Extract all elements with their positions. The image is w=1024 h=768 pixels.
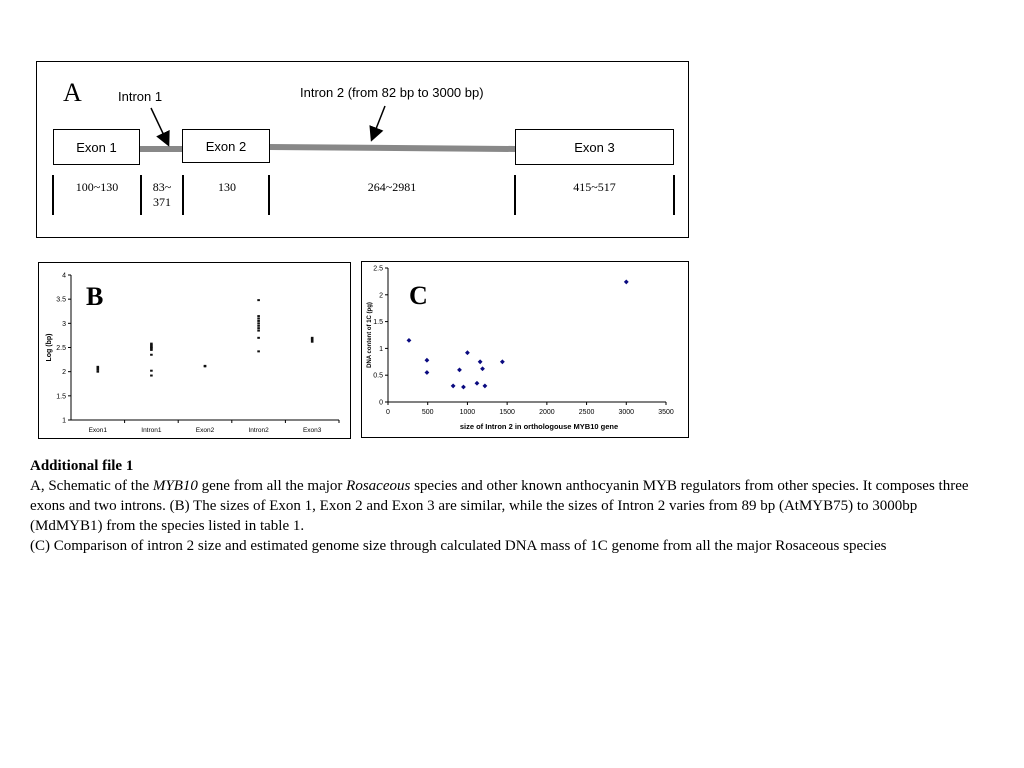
- data-point: [480, 366, 485, 371]
- data-point: [150, 370, 153, 372]
- data-point: [257, 299, 260, 301]
- data-point: [451, 384, 456, 389]
- data-point: [257, 320, 260, 322]
- data-point: [150, 343, 153, 345]
- y-tick-label: 2: [379, 292, 383, 300]
- x-tick-label: 1500: [499, 409, 515, 416]
- chart-b-svg: [39, 263, 352, 440]
- divider-line: [182, 175, 184, 215]
- data-point: [500, 359, 505, 364]
- exon2-size: 130: [218, 180, 236, 194]
- data-point: [257, 318, 260, 320]
- data-point: [407, 338, 412, 343]
- data-point: [624, 280, 629, 285]
- panel-c-chart: [361, 261, 689, 438]
- data-point: [150, 375, 153, 377]
- divider-line: [514, 175, 516, 215]
- divider-line: [268, 175, 270, 215]
- y-axis-label: Log (bp): [46, 333, 53, 362]
- data-point: [257, 322, 260, 324]
- data-point: [465, 350, 470, 355]
- y-tick-label: 3.5: [56, 296, 66, 304]
- exon3-box: Exon 3: [515, 129, 674, 165]
- chart-c-svg: [362, 262, 690, 439]
- x-tick-label: Exon1: [88, 427, 108, 434]
- figure-caption: [30, 456, 990, 556]
- caption-heading: Additional file 1: [30, 458, 134, 474]
- y-tick-label: 4: [62, 272, 66, 280]
- x-tick-label: Exon2: [195, 427, 215, 434]
- data-point: [257, 330, 260, 332]
- y-tick-label: 3: [62, 320, 66, 328]
- divider-line: [140, 175, 142, 215]
- panel-a-letter: A: [63, 78, 82, 107]
- data-point: [97, 371, 100, 373]
- x-tick-label: 3500: [658, 409, 674, 416]
- data-point: [461, 385, 466, 390]
- data-point: [457, 367, 462, 372]
- intron2-bar: [269, 147, 516, 149]
- data-point: [311, 337, 314, 339]
- intron1-size: 83~ 371: [152, 180, 172, 209]
- divider-line: [52, 175, 54, 215]
- exon1-box: Exon 1: [53, 129, 140, 165]
- x-tick-label: 3000: [618, 409, 635, 416]
- y-tick-label: 1: [62, 417, 66, 425]
- data-point: [425, 358, 430, 363]
- y-tick-label: 1.5: [56, 393, 66, 401]
- panel-b-chart: [38, 262, 351, 439]
- data-point: [97, 366, 100, 368]
- data-point: [478, 359, 483, 364]
- intron2-arrow: [372, 106, 385, 139]
- y-tick-label: 2.5: [373, 265, 383, 273]
- y-tick-label: 1.5: [373, 319, 383, 327]
- data-point: [257, 337, 260, 339]
- x-tick-label: Intron1: [141, 427, 162, 434]
- data-point: [257, 350, 260, 352]
- panel-b-letter: B: [86, 282, 104, 311]
- data-point: [483, 384, 488, 389]
- y-tick-label: 2.5: [56, 345, 66, 352]
- panel-a-schematic: [36, 61, 689, 238]
- x-tick-label: 0: [386, 409, 390, 416]
- data-point: [150, 354, 153, 356]
- data-point: [257, 327, 260, 329]
- data-point: [204, 365, 207, 367]
- divider-line: [673, 175, 675, 215]
- x-tick-label: 2000: [539, 409, 555, 416]
- intron1-arrow: [151, 108, 168, 144]
- data-point: [257, 325, 260, 327]
- y-tick-label: 1: [379, 345, 383, 353]
- x-tick-label: 1000: [459, 409, 476, 416]
- data-point: [425, 370, 430, 375]
- intron2-size: 264~2981: [367, 180, 417, 194]
- exon1-size: 100~130: [75, 180, 119, 194]
- x-tick-label: Intron2: [248, 427, 269, 434]
- intron1-label: Intron 1: [118, 89, 163, 104]
- x-tick-label: 2500: [578, 409, 595, 416]
- y-tick-label: 0: [379, 399, 383, 407]
- y-tick-label: 2: [62, 369, 66, 377]
- data-point: [257, 315, 260, 317]
- panel-c-letter: C: [409, 281, 428, 310]
- exon2-box: Exon 2: [182, 129, 270, 163]
- caption-paragraph-2: (C) Comparison of intron 2 size and estimated genome size through calculated DNA mass of 1C genome from all the major Rosaceous species: [30, 538, 887, 554]
- x-tick-label: 500: [421, 409, 434, 416]
- caption-paragraph-1: A, Schematic of the MYB10 gene from all the major Rosaceous species and other known anthocyanin MYB regulators from other species. It composes three exons and two introns. (B) The sizes of Exon 1, Exon 2 and Exon 3 are similar, while the sizes of Intron 2 varies from 89 bp (AtMYB75) to 3000bp (MdMYB1) from the species listed in table 1.: [30, 478, 969, 534]
- x-axis-label: size of Intron 2 in orthologouse MYB10 gene: [459, 422, 619, 431]
- exon3-size: 415~517: [573, 180, 616, 194]
- intron2-label: Intron 2 (from 82 bp to 3000 bp): [300, 85, 484, 100]
- data-point: [475, 381, 480, 386]
- y-tick-label: 0.5: [373, 372, 383, 380]
- x-tick-label: Exon3: [302, 427, 322, 434]
- y-axis-label: DNA content of 1C (pg): [367, 302, 373, 368]
